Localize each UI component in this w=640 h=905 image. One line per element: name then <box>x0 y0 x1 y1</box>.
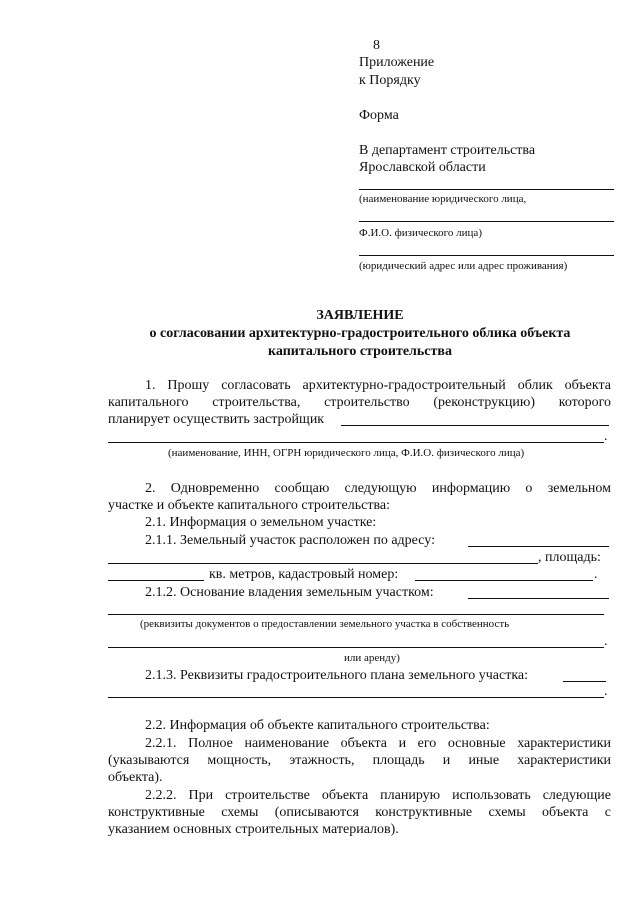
applicant-person-field[interactable] <box>359 221 614 222</box>
p222-line1: 2.2.2. При строительстве объекта планирую использовать следующие <box>145 788 611 803</box>
developer-field-continued[interactable] <box>108 442 604 443</box>
developer-field[interactable] <box>341 425 609 426</box>
applicant-name-field[interactable] <box>359 189 614 190</box>
document-subtitle-line2: капитального строительства <box>268 344 452 359</box>
p221-line2: (указываются мощность, этажность, площадь и иные характеристики <box>108 753 611 768</box>
p1-line3: планирует осуществить застройщик <box>108 412 325 427</box>
ownership-basis-field-continued[interactable] <box>108 614 604 615</box>
plot-area-field[interactable] <box>108 580 204 581</box>
plot-area-label: , площадь: <box>538 550 601 565</box>
appendix-label: Приложение <box>359 55 435 70</box>
addressee-line1: В департамент строительства <box>359 143 536 158</box>
p22-heading: 2.2. Информация об объекте капитального строительства: <box>145 718 490 733</box>
urban-plan-field[interactable] <box>563 681 606 682</box>
p222-line2: конструктивные схемы (описываются конструктивные схемы объекта с <box>108 805 611 820</box>
p213-period: . <box>604 684 608 699</box>
developer-hint: (наименование, ИНН, ОГРН юридического лица, Ф.И.О. физического лица) <box>168 447 525 459</box>
plot-address-field[interactable] <box>468 546 609 547</box>
plot-cadastral-label: кв. метров, кадастровый номер: <box>209 567 399 582</box>
ownership-basis-field-line3[interactable] <box>108 647 604 648</box>
page-number: 8 <box>373 38 380 53</box>
p211-line1: 2.1.1. Земельный участок расположен по адресу: <box>145 533 435 548</box>
p2-line2: участке и объекте капитального строительства: <box>108 498 390 513</box>
p222-line3: указанием основных строительных материалов). <box>108 822 399 837</box>
urban-plan-field-continued[interactable] <box>108 697 604 698</box>
p2-line1: 2. Одновременно сообщаю следующую информацию о земельном <box>145 481 611 496</box>
applicant-name-hint: (наименование юридического лица, <box>359 193 527 205</box>
p1-line1: 1. Прошу согласовать архитектурно-градостроительный облик объекта <box>145 378 611 393</box>
appendix-reference: к Порядку <box>359 73 421 88</box>
document-title: ЗАЯВЛЕНИЕ <box>316 308 404 323</box>
ownership-hint-line1: (реквизиты документов о предоставлении земельного участка в собственность <box>140 618 510 630</box>
p1-period: . <box>604 429 608 444</box>
p221-line3: объекта). <box>108 770 163 785</box>
p21-heading: 2.1. Информация о земельном участке: <box>145 515 377 530</box>
p221-line1: 2.2.1. Полное наименование объекта и его основные характеристики <box>145 736 611 751</box>
addressee-line2: Ярославской области <box>359 160 486 175</box>
document-subtitle-line1: о согласовании архитектурно-градостроительного облика объекта <box>149 326 571 341</box>
form-label: Форма <box>359 108 399 123</box>
p213-line: 2.1.3. Реквизиты градостроительного плана земельного участка: <box>145 668 529 683</box>
p212-period: . <box>604 634 608 649</box>
p1-line2: капитального строительства, строительство (реконструкцию) которого <box>108 395 611 410</box>
ownership-basis-field[interactable] <box>468 598 609 599</box>
cadastral-number-field[interactable] <box>415 580 593 581</box>
applicant-address-hint: (юридический адрес или адрес проживания) <box>359 260 568 272</box>
p212-line: 2.1.2. Основание владения земельным участком: <box>145 585 434 600</box>
p211-period: . <box>594 567 598 582</box>
applicant-person-hint: Ф.И.О. физического лица) <box>359 227 482 239</box>
ownership-hint-line2: или аренду) <box>344 652 400 664</box>
applicant-address-field[interactable] <box>359 255 614 256</box>
plot-address-field-continued[interactable] <box>108 563 538 564</box>
